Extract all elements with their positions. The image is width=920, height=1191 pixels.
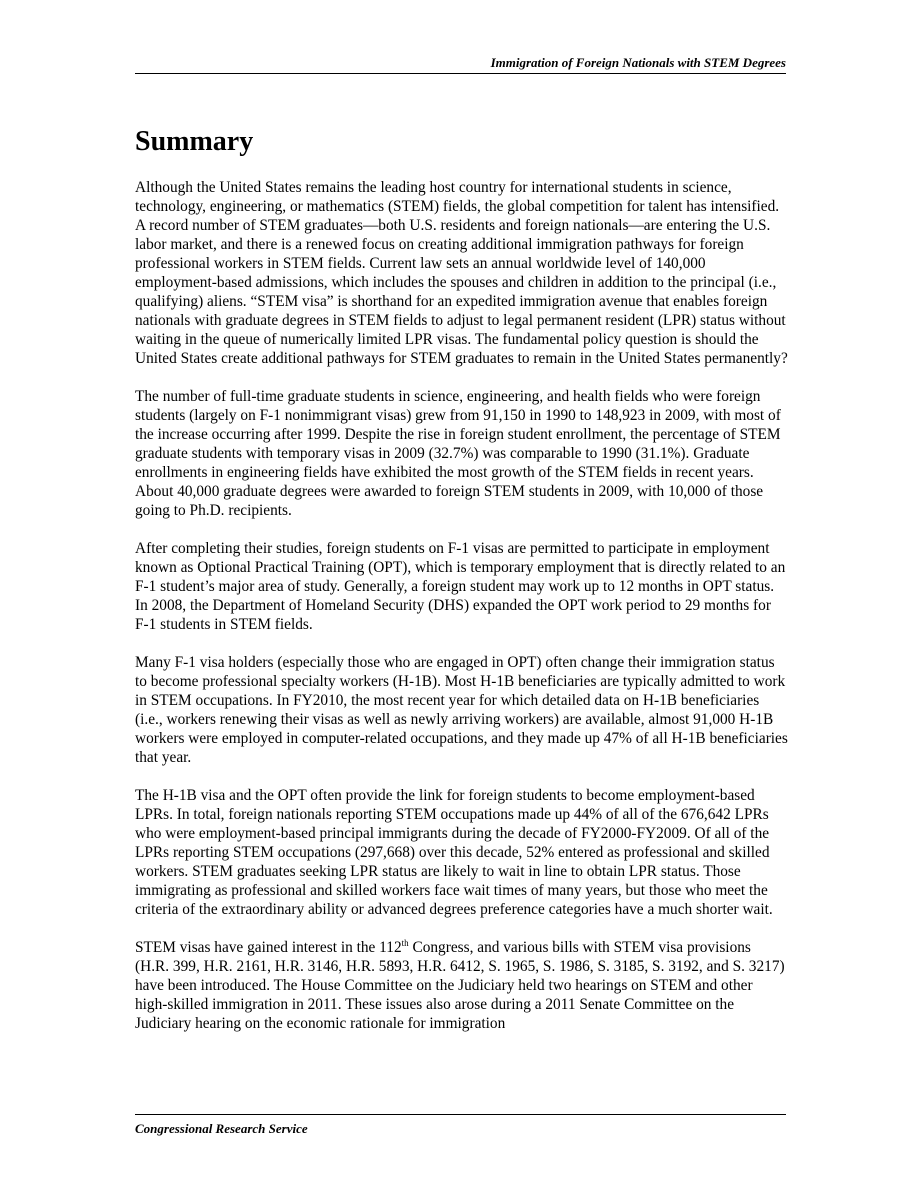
footer-divider (135, 1114, 786, 1115)
paragraph-graduate-enrollment: The number of full-time graduate students in science, engineering, and health fields who were foreign students (largely on F-1 nonimmigrant visas) grew from 91,150 in 1990 to 148,923 in 2009, with most of the increase occurring after 1999. Despite the rise in foreign student enrollment, the percentage of STEM graduate students with temporary visas in 2009 (32.7%) was comparable to 1990 (31.1%). Graduate enrollments in engineering fields have exhibited the most growth of the STEM fields in recent years. About 40,000 graduate degrees were awarded to foreign STEM students in 2009, with 10,000 of those going to Ph.D. recipients. (135, 388, 781, 519)
paragraph-lpr: The H-1B visa and the OPT often provide the link for foreign students to become employment-based LPRs. In total, foreign nationals reporting STEM occupations made up 44% of all of the 676,642 LPRs who were employment-based principal immigrants during the decade of FY2000-FY2009. Of all of the LPRs reporting STEM occupations (297,668) over this decade, 52% entered as professional and skilled workers. STEM graduates seeking LPR status are likely to wait in line to obtain LPR status. Those immigrating as professional and skilled workers face wait times of many years, but those who meet the criteria of the extraordinary ability or advanced degrees preference categories have a much shorter wait. (135, 787, 773, 918)
paragraph-text-start: STEM visas have gained interest in the 112 (135, 939, 402, 956)
running-footer: Congressional Research Service (135, 1121, 308, 1136)
summary-body (135, 178, 788, 1052)
header-divider (135, 73, 786, 74)
paragraph-h1b: Many F-1 visa holders (especially those who are engaged in OPT) often change their immigration status to become professional specialty workers (H-1B). Most H-1B beneficiaries are typically admitted to work in STEM occupations. In FY2010, the most recent year for which detailed data on H-1B beneficiaries (i.e., workers renewing their visas as well as newly arriving workers) are available, almost 91,000 H-1B workers were employed in computer-related occupations, and they made up 47% of all H-1B beneficiaries that year. (135, 654, 788, 766)
section-heading: Summary (135, 126, 254, 157)
paragraph-stem-visa-bills (135, 938, 788, 1033)
paragraph-text-end: Congress, and various bills with STEM visa provisions (H.R. 399, H.R. 2161, H.R. 3146, H.R. 5893, H.R. 6412, S. 1965, S. 1986, S. 3185, S. 3192, and S. 3217) have been introduced. The House Committee on the Judiciary held two hearings on STEM and other high-skilled immigration in 2011. These issues also arose during a 2011 Senate Committee on the Judiciary hearing on the economic rationale for immigration (135, 939, 785, 1032)
paragraph-foreign-talent: Although the United States remains the leading host country for international students in science, technology, engineering, or mathematics (STEM) fields, the global competition for talent has intensified. A record number of STEM graduates—both U.S. residents and foreign nationals—are entering the U.S. labor market, and there is a renewed focus on creating additional immigration pathways for foreign professional workers in STEM fields. Current law sets an annual worldwide level of 140,000 employment-based admissions, which includes the spouses and children in addition to the principal (i.e., qualifying) aliens. “STEM visa” is shorthand for an expedited immigration avenue that enables foreign nationals with graduate degrees in STEM fields to adjust to legal permanent resident (LPR) status without waiting in the queue of numerically limited LPR visas. The fundamental policy question is should the United States create additional pathways for STEM graduates to remain in the United States permanently? (135, 179, 788, 367)
running-header: Immigration of Foreign Nationals with STEM Degrees (490, 55, 786, 70)
ordinal-suffix: th (401, 938, 409, 948)
paragraph-opt: After completing their studies, foreign students on F-1 visas are permitted to participate in employment known as Optional Practical Training (OPT), which is temporary employment that is directly related to an F-1 student’s major area of study. Generally, a foreign student may work up to 12 months in OPT status. In 2008, the Department of Homeland Security (DHS) expanded the OPT work period to 29 months for F-1 students in STEM fields. (135, 540, 786, 633)
